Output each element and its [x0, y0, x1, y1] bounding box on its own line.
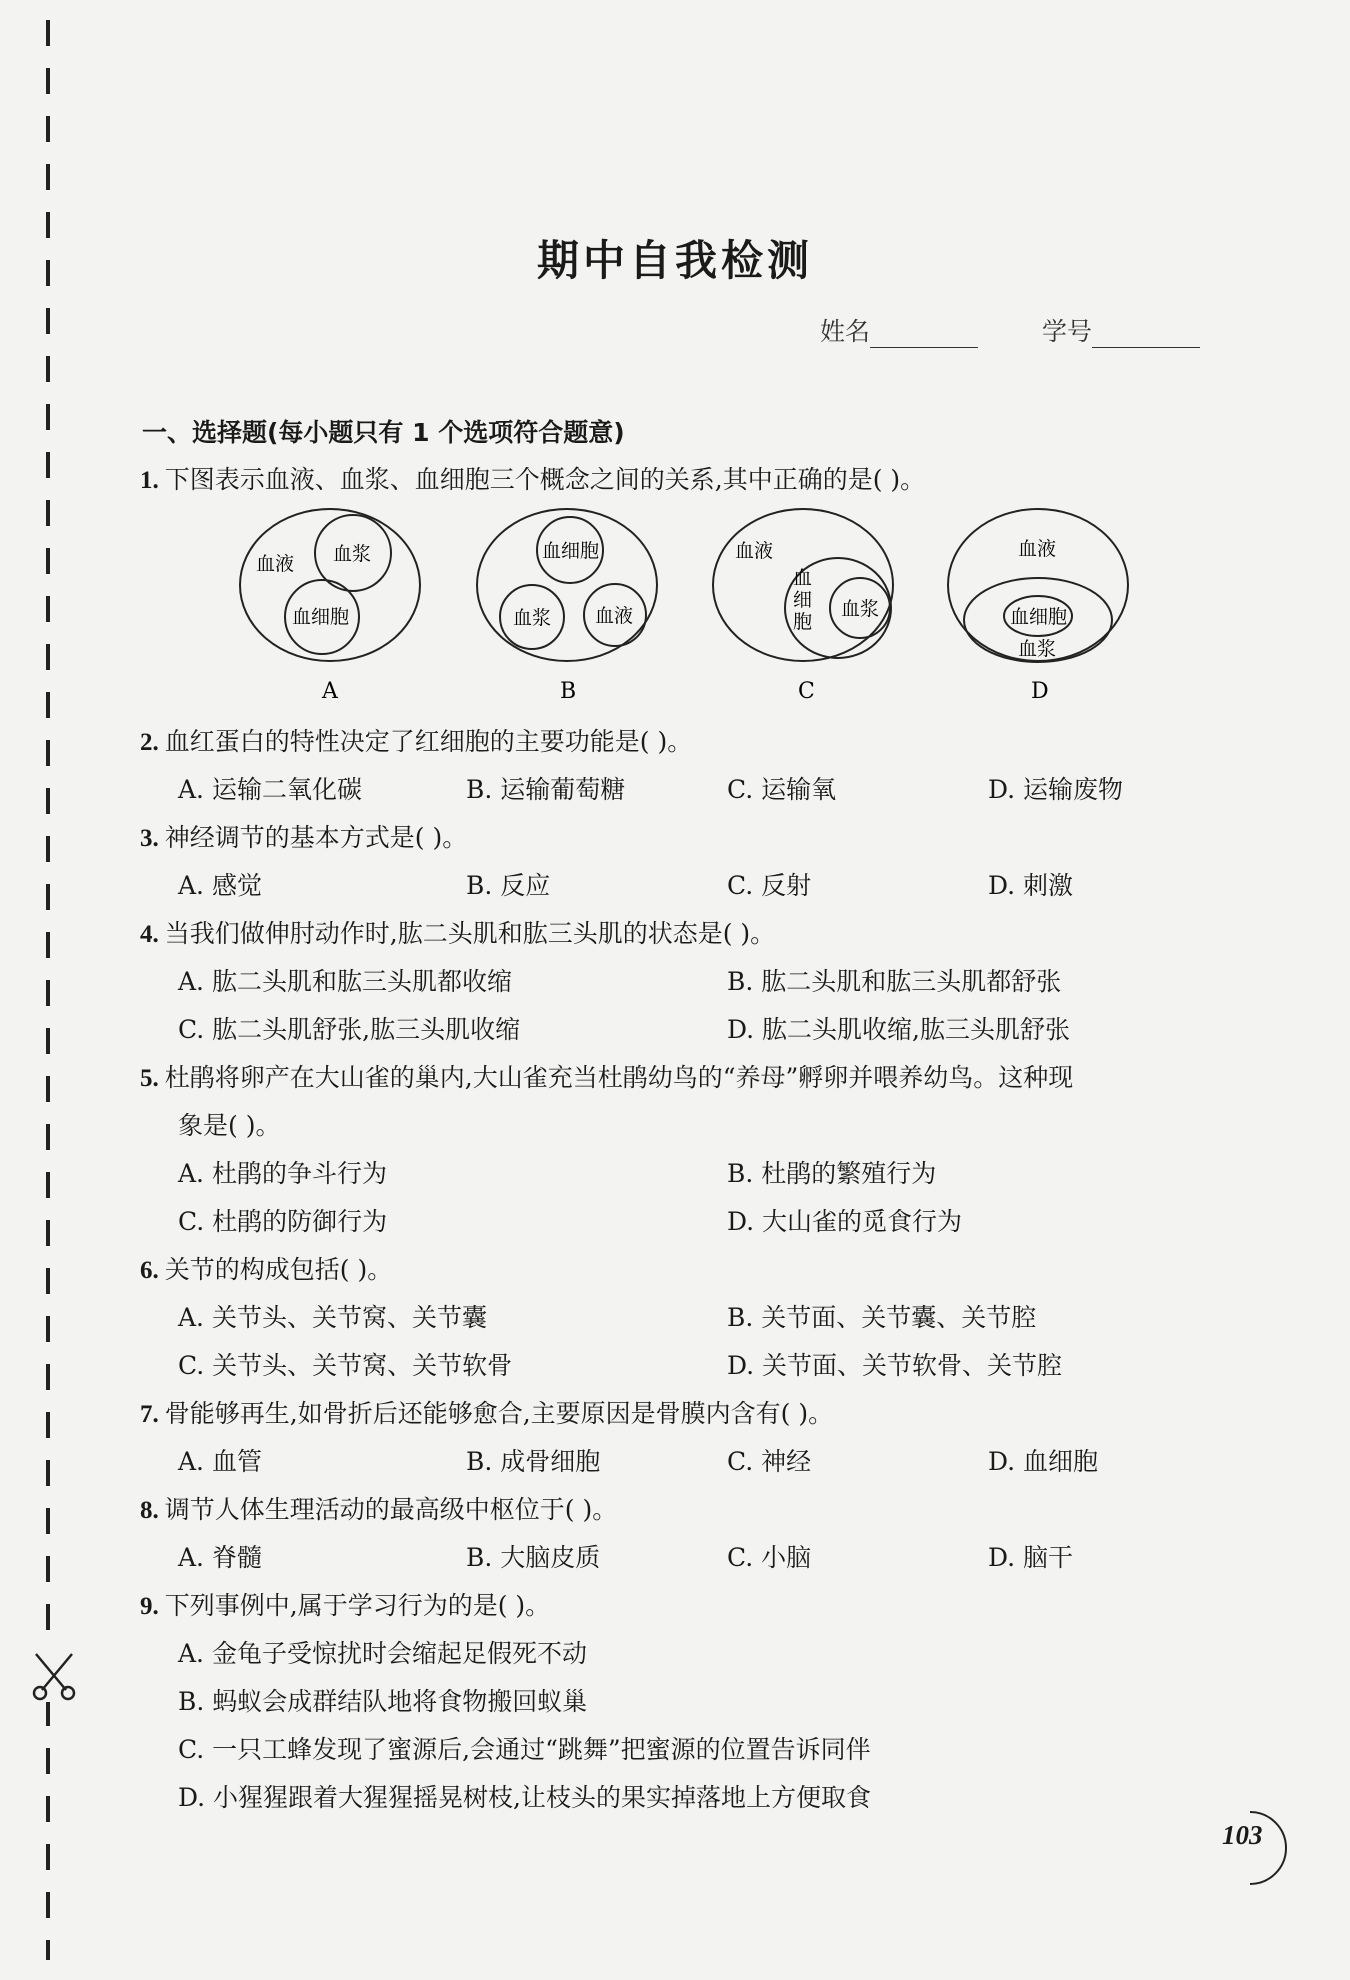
q6-option-b[interactable]: B. 关节面、关节囊、关节腔 — [727, 1303, 1037, 1332]
b-left-label: 血浆 — [513, 607, 552, 629]
scissors-icon — [28, 1650, 80, 1702]
q4-option-a[interactable]: A. 肱二头肌和肱三头肌都收缩 — [178, 967, 512, 996]
q8-option-d[interactable]: D. 脑干 — [988, 1543, 1074, 1572]
question-8: 8. 调节人体生理活动的最高级中枢位于( )。 — [140, 1495, 618, 1524]
q2-option-b[interactable]: B. 运输葡萄糖 — [466, 775, 626, 804]
student-info — [820, 312, 1200, 348]
question-4: 4. 当我们做伸肘动作时,肱二头肌和肱三头肌的状态是( )。 — [140, 919, 776, 948]
page-title: 期中自我检测 — [536, 236, 813, 285]
c-label: C — [798, 679, 815, 704]
q4-option-d[interactable]: D. 肱二头肌收缩,肱三头肌舒张 — [727, 1015, 1070, 1044]
q5-option-b[interactable]: B. 杜鹃的繁殖行为 — [727, 1159, 937, 1188]
diagram-a[interactable] — [240, 509, 420, 704]
q9-option-b[interactable]: B. 蚂蚁会成群结队地将食物搬回蚁巢 — [178, 1687, 588, 1716]
question-6: 6. 关节的构成包括( )。 — [140, 1255, 393, 1284]
a-c2-label: 血细胞 — [292, 606, 350, 628]
question-5-continued: 象是( )。 — [178, 1111, 281, 1140]
q9-option-c[interactable]: C. 一只工蜂发现了蜜源后,会通过“跳舞”把蜜源的位置告诉同伴 — [178, 1735, 871, 1764]
c-mid-label-1: 血 — [793, 567, 813, 589]
c-outer-label: 血液 — [735, 540, 774, 562]
question-3: 3. 神经调节的基本方式是( )。 — [140, 823, 468, 852]
b-right-label: 血液 — [595, 605, 634, 627]
name-field[interactable] — [870, 347, 978, 348]
id-label: 学号 — [1041, 317, 1092, 346]
q2-option-d[interactable]: D. 运输废物 — [988, 775, 1124, 804]
q3-option-d[interactable]: D. 刺激 — [988, 871, 1074, 900]
d-outer-label: 血液 — [1018, 538, 1057, 560]
q6-option-c[interactable]: C. 关节头、关节窝、关节软骨 — [178, 1351, 513, 1380]
q4-option-c[interactable]: C. 肱二头肌舒张,肱三头肌收缩 — [178, 1015, 521, 1044]
c-mid-label-2: 细 — [793, 589, 813, 611]
question-5: 5. 杜鹃将卵产在大山雀的巢内,大山雀充当杜鹃幼鸟的“养母”孵卵并喂养幼鸟。这种现 — [140, 1063, 1074, 1092]
page-number-arc — [1248, 1808, 1288, 1888]
q7-option-c[interactable]: C. 神经 — [727, 1447, 812, 1476]
section-heading: 一、选择题(每小题只有 1 个选项符合题意) — [142, 418, 625, 447]
q3-option-c[interactable]: C. 反射 — [727, 871, 812, 900]
q5-option-d[interactable]: D. 大山雀的觅食行为 — [727, 1207, 963, 1236]
name-label: 姓名 — [820, 317, 871, 346]
c-inner-label: 血浆 — [841, 598, 880, 620]
q7-option-a[interactable]: A. 血管 — [178, 1447, 262, 1476]
q6-option-a[interactable]: A. 关节头、关节窝、关节囊 — [178, 1303, 487, 1332]
blood-concept-diagrams — [230, 505, 1150, 715]
q5-option-c[interactable]: C. 杜鹃的防御行为 — [178, 1207, 388, 1236]
q8-option-c[interactable]: C. 小脑 — [727, 1543, 812, 1572]
q9-option-a[interactable]: A. 金龟子受惊扰时会缩起足假死不动 — [178, 1639, 587, 1668]
q7-option-b[interactable]: B. 成骨细胞 — [466, 1447, 601, 1476]
q8-option-a[interactable]: A. 脊髓 — [178, 1543, 262, 1572]
question-2: 2. 血红蛋白的特性决定了红细胞的主要功能是( )。 — [140, 727, 693, 756]
q8-option-b[interactable]: B. 大脑皮质 — [466, 1543, 601, 1572]
a-c1-label: 血浆 — [333, 543, 372, 565]
q3-option-b[interactable]: B. 反应 — [466, 871, 551, 900]
d-mid-label: 血浆 — [1018, 638, 1057, 660]
question-1: 1. 下图表示血液、血浆、血细胞三个概念之间的关系,其中正确的是( )。 — [140, 465, 926, 494]
a-label: A — [322, 679, 338, 704]
q9-option-d[interactable]: D. 小猩猩跟着大猩猩摇晃树枝,让枝头的果实掉落地上方便取食 — [178, 1783, 871, 1812]
diagram-d[interactable] — [948, 509, 1128, 704]
d-inner-label: 血细胞 — [1010, 606, 1068, 628]
q5-option-a[interactable]: A. 杜鹃的争斗行为 — [178, 1159, 387, 1188]
q2-option-c[interactable]: C. 运输氧 — [727, 775, 837, 804]
c-mid-label-3: 胞 — [793, 611, 813, 633]
q2-option-a[interactable]: A. 运输二氧化碳 — [178, 775, 362, 804]
b-top-label: 血细胞 — [542, 540, 600, 562]
q4-option-b[interactable]: B. 肱二头肌和肱三头肌都舒张 — [727, 967, 1062, 996]
q3-option-a[interactable]: A. 感觉 — [178, 871, 262, 900]
d-label: D — [1031, 679, 1049, 704]
question-9: 9. 下列事例中,属于学习行为的是( )。 — [140, 1591, 551, 1620]
q6-option-d[interactable]: D. 关节面、关节软骨、关节腔 — [727, 1351, 1063, 1380]
a-outer-label: 血液 — [256, 553, 295, 575]
question-7: 7. 骨能够再生,如骨折后还能够愈合,主要原因是骨膜内含有( )。 — [140, 1399, 834, 1428]
id-field[interactable] — [1092, 347, 1200, 348]
page-number: 103 — [1222, 1820, 1263, 1850]
q7-option-d[interactable]: D. 血细胞 — [988, 1447, 1099, 1476]
b-label: B — [560, 679, 577, 704]
diagram-c[interactable] — [713, 509, 893, 704]
diagram-b[interactable] — [477, 509, 657, 704]
